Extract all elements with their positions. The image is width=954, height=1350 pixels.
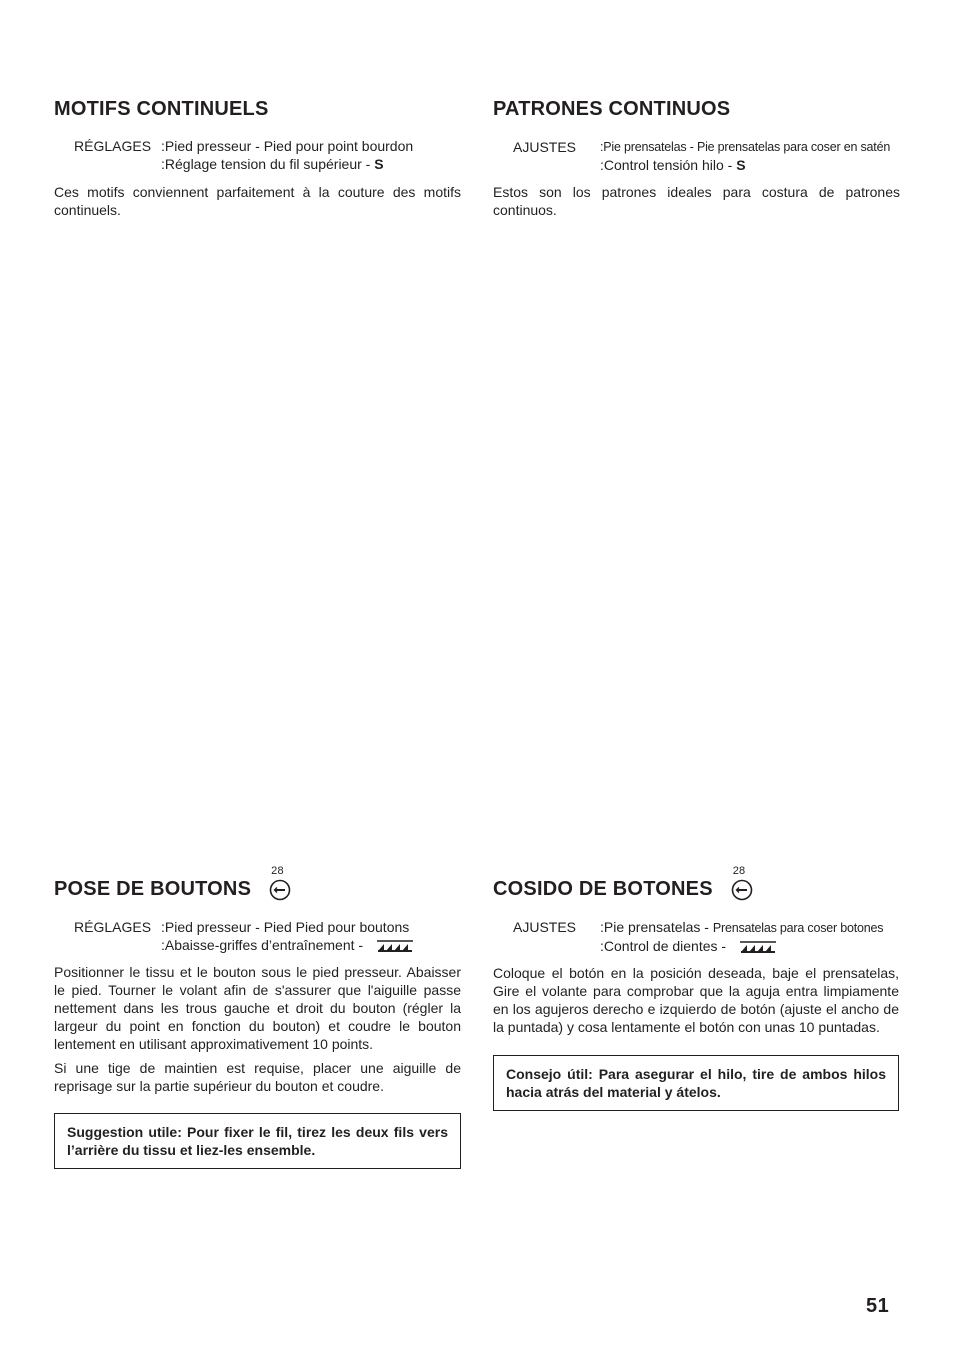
section-motifs-continuels (54, 97, 461, 219)
section-title: POSE DE BOUTONS (54, 878, 252, 900)
section-title: MOTIFS CONTINUELS (54, 98, 269, 120)
settings-block (54, 918, 461, 954)
settings-line-foot: :Pied presseur - Pied pour point bourdon (161, 138, 414, 154)
section-title-row (54, 865, 461, 901)
tip-box: Suggestion utile: Pour fixer le fil, tirez les deux fils vers l’arrière du tissu et liez-les ensemble. (54, 1113, 461, 1169)
settings-line-foot: :Pie prensatelas - Prensatelas para coser botones (600, 919, 884, 935)
settings-line-foot: :Pied presseur - Pied Pied pour boutons (161, 919, 410, 935)
stitch-number: 28 (271, 865, 284, 877)
settings-block (54, 137, 461, 173)
section-cosido-de-botones (493, 865, 899, 1111)
section-body-2: Si une tige de maintien est requise, placer une aiguille de reprisage sur la partie supérieur du bouton et coudre. (54, 1060, 461, 1094)
stitch-number: 28 (732, 865, 746, 877)
page-number: 51 (866, 1295, 890, 1317)
settings-label: RÉGLAGES (74, 919, 152, 935)
section-body: Estos son los patrones ideales para costura de patrones continuos. (493, 184, 900, 218)
stitch-selector (269, 865, 291, 901)
section-pose-de-boutons (54, 865, 461, 1169)
settings-block (493, 138, 900, 174)
section-body: Ces motifs conviennent parfaitement à la couture des motifs continuels. (54, 184, 461, 218)
section-patrones-continuos (493, 97, 900, 219)
settings-label: AJUSTES (513, 919, 577, 935)
settings-label: AJUSTES (513, 139, 577, 155)
feed-dogs-lowered-icon (377, 940, 413, 952)
section-title: PATRONES CONTINUOS (493, 98, 731, 120)
stitch-selector (731, 865, 753, 901)
section-body: Positionner le tissu et le bouton sous le pied presseur. Abaisser le pied. Tourner le volant afin de s'assurer que l'aiguille passe nettement dans les trous gauche et droit du bouton (régler la largeur du point en fonction du bouton) et coudre le bouton lentement en utilisant approximativement 10 points. (54, 964, 461, 1052)
settings-line-tension: :Control tensión hilo - S (600, 157, 746, 173)
feed-dogs-lowered-icon (740, 941, 776, 953)
section-body: Coloque el botón en la posición deseada, baje el prensatelas, Gire el volante para comprobar que la aguja entra limpiamente en los agujeros derecho e izquierdo de botón (ajuste el ancho de la puntada) y cosa lentamente el botón con unas 10 puntadas. (493, 965, 899, 1035)
section-title: COSIDO DE BOTONES (493, 878, 713, 900)
settings-line-feed: :Control de dientes - (600, 937, 899, 955)
settings-line-feed: :Abaisse-griffes d’entraînement - (161, 936, 461, 954)
section-title-row (493, 865, 899, 901)
settings-block (493, 918, 899, 955)
settings-label: RÉGLAGES (74, 138, 152, 154)
settings-line-foot: :Pie prensatelas - Pie prensatelas para coser en satén (600, 140, 891, 154)
settings-line-tension: :Réglage tension du fil supérieur - S (161, 156, 384, 172)
tip-box: Consejo útil: Para asegurar el hilo, tire de ambos hilos hacia atrás del material y átelos. (493, 1055, 899, 1111)
